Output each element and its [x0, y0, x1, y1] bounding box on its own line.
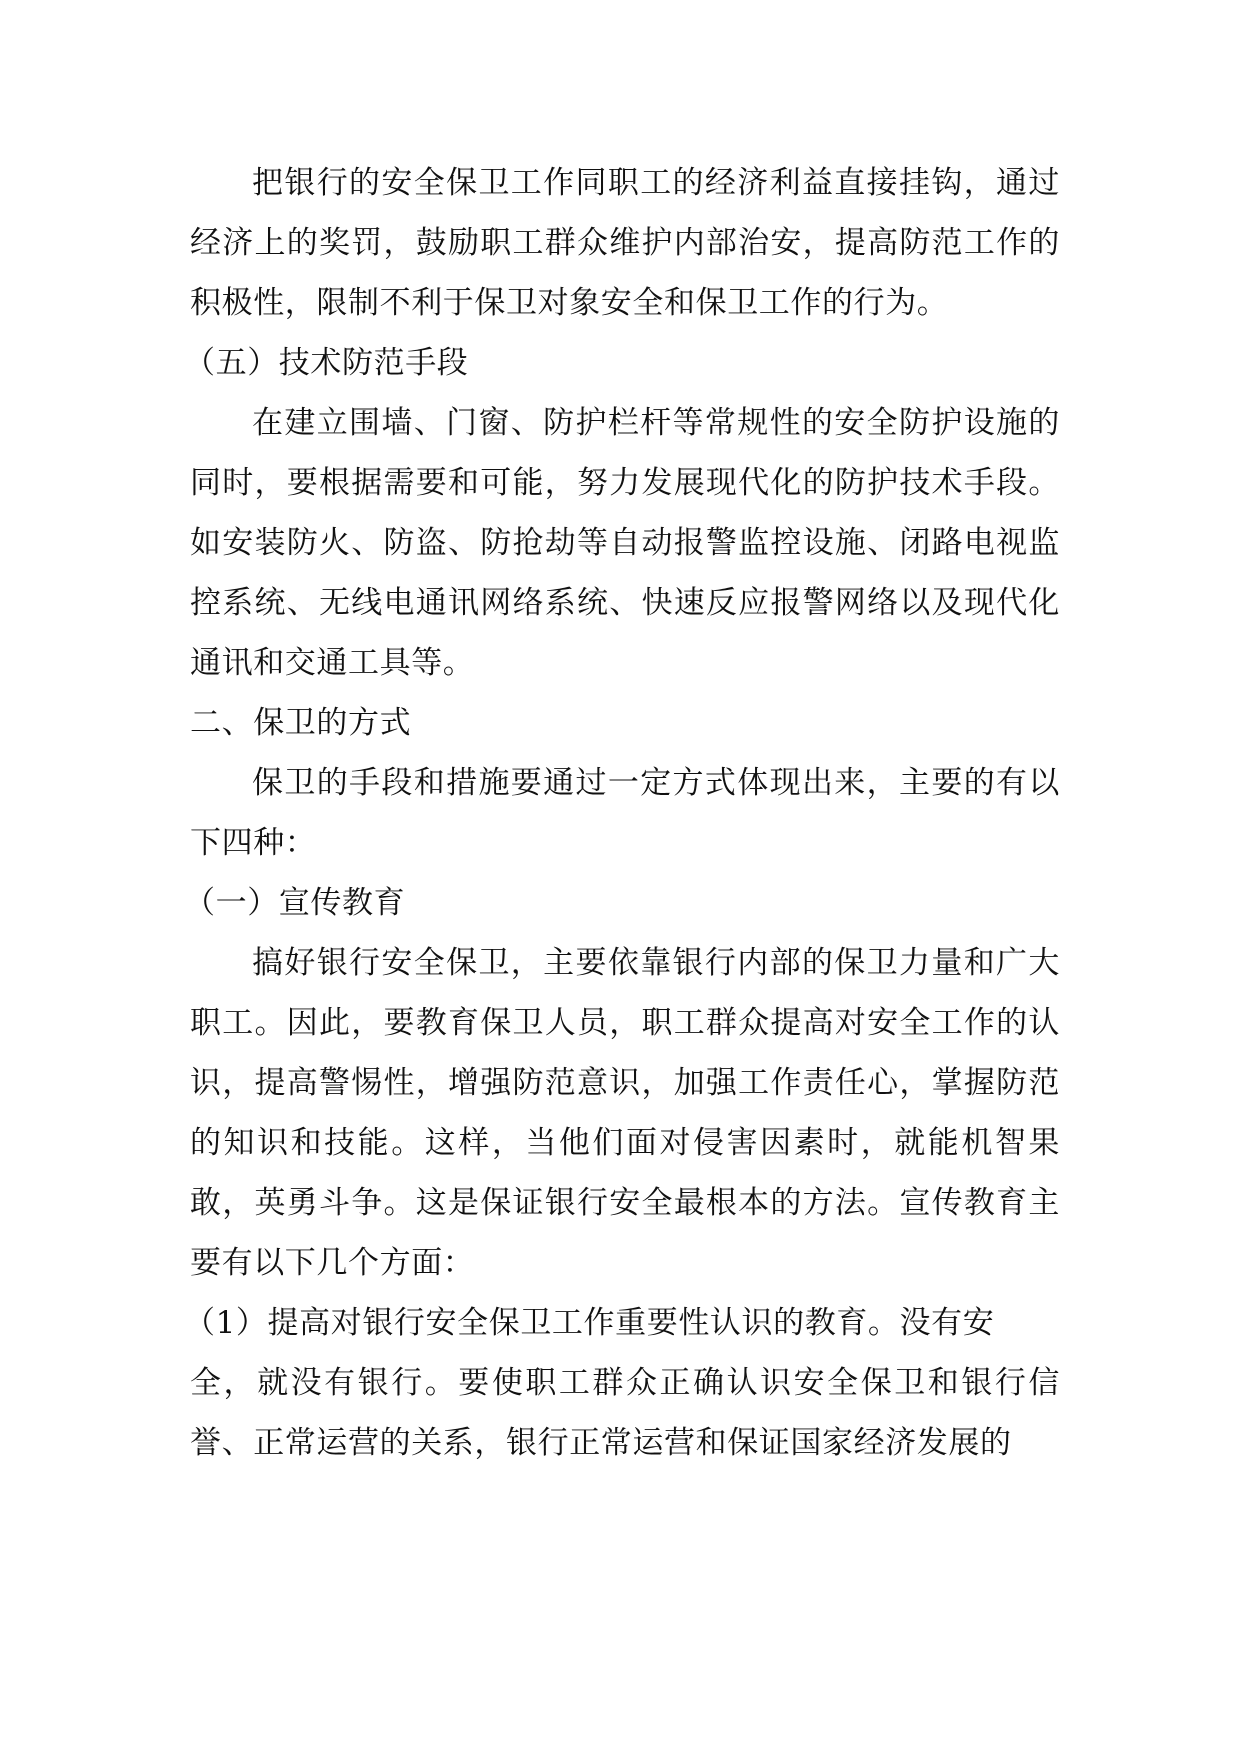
paragraph-methods-intro: 保卫的手段和措施要通过一定方式体现出来，主要的有以下四种：: [190, 765, 1060, 861]
paragraph-reward-linkage: 把银行的安全保卫工作同职工的经济利益直接挂钩，通过经济上的奖罚，鼓励职工群众维护内部治安，提高防范工作的积极性，限制不利于保卫对象安全和保卫工作的行为。: [190, 165, 1060, 321]
paragraph-publicity-education: 搞好银行安全保卫，主要依靠银行内部的保卫力量和广大职工。因此，要教育保卫人员，职工群众提高对安全工作的认识，提高警惕性，增强防范意识，加强工作责任心，掌握防范的知识和技能。这样，当他们面对侵害因素时，就能机智果敢，英勇斗争。这是保证银行安全最根本的方法。宣传教育主要有以下几个方面：: [190, 945, 1060, 1281]
list-item-1-continuation: 全，就没有银行。要使职工群众正确认识安全保卫和银行信誉、正常运营的关系，银行正常运营和保证国家经济发展的: [190, 1365, 1060, 1461]
heading-technical-prevention: （五）技术防范手段: [184, 345, 469, 381]
document-body: [184, 153, 1060, 1473]
paragraph-technical-prevention: 在建立围墙、门窗、防护栏杆等常规性的安全防护设施的同时，要根据需要和可能，努力发展现代化的防护技术手段。如安装防火、防盗、防抢劫等自动报警监控设施、闭路电视监控系统、无线电通讯网络系统、快速反应报警网络以及现代化通讯和交通工具等。: [190, 405, 1060, 681]
heading-publicity-education: （一）宣传教育: [184, 885, 406, 921]
list-item-1-line-1: （1）提高对银行安全保卫工作重要性认识的教育。没有安: [184, 1305, 995, 1341]
heading-security-methods: 二、保卫的方式: [190, 705, 412, 741]
